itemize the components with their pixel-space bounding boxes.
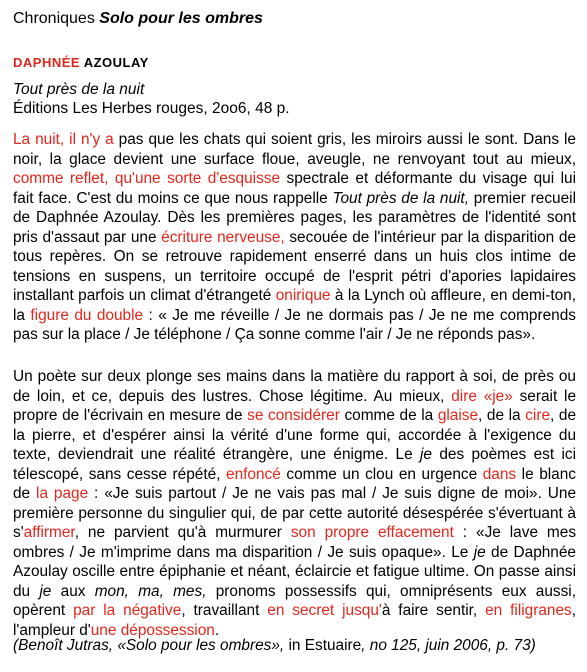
italic-phrase: je bbox=[420, 446, 432, 463]
text-run: Un poète sur deux plonge ses mains dans la matière du rapport à soi, de près ou de loin, et ce, depuis des lustres. Chose légitime. Au mieux, bbox=[13, 368, 576, 405]
text-run: , de la bbox=[478, 407, 526, 424]
text-run: secouée de l'intérieur par la disparition de tous repères. On se retrouve rapidement enserré dans un huis clos intime de tensions en suspens, un territoire occupé de l'esprit pétri d'apories lapidaires installant parfois un climat d'étrangeté bbox=[13, 228, 577, 304]
paragraph-1 bbox=[13, 130, 576, 345]
author-last-name: AZOULAY bbox=[83, 55, 149, 70]
highlighted-phrase: La nuit, il n'y a bbox=[13, 131, 114, 148]
italic-phrase: Tout près de la nuit, bbox=[332, 189, 469, 207]
text-run: à la Lynch où affleure, en demi-ton, la bbox=[13, 287, 576, 324]
highlighted-phrase: écriture nerveuse, bbox=[161, 228, 285, 246]
book-title: Tout près de la nuit bbox=[13, 81, 145, 98]
text-run: des poèmes est ici télescopé, sans cesse répété, bbox=[13, 446, 576, 483]
text-run: comme un clou en urgence bbox=[280, 465, 483, 483]
text-run: serait le propre de l'écrivain en mesure de bbox=[13, 387, 576, 424]
book-publisher: Éditions Les Herbes rouges, 2oo6, 48 p. bbox=[13, 100, 290, 117]
text-run: spectrale et déformante du visage qui lui fait face. C'est du moins ce que nous rappelle bbox=[13, 170, 576, 207]
book-info bbox=[13, 80, 290, 118]
citation-after: , no 125, juin 2006, p. 73) bbox=[361, 637, 536, 654]
highlighted-phrase: affirmer bbox=[23, 524, 75, 541]
italic-phrase: je bbox=[39, 582, 52, 600]
highlighted-phrase: glaise bbox=[437, 407, 479, 424]
citation-journal: Estuaire bbox=[304, 637, 362, 654]
text-run: : «Je lave mes ombres / Je m'imprime dans ma disparition / Je suis opaque». Le bbox=[13, 524, 577, 561]
author-name bbox=[13, 55, 149, 70]
text-run: , de la pierre, et d'espérer ainsi la vérité d'une forme qui, accordée à l'exigence du texte, deviendrait une réalité étrangère, une énigme. Le bbox=[13, 407, 577, 463]
highlighted-phrase: comme reflet, qu'une sorte d'esquisse bbox=[13, 170, 281, 187]
text-run: . bbox=[214, 621, 220, 639]
series-title: Solo pour les ombres bbox=[99, 10, 263, 27]
highlighted-phrase: son propre effacement bbox=[290, 524, 454, 541]
text-run: comme de la bbox=[339, 407, 438, 424]
italic-phrase: mon, ma, mes, bbox=[94, 582, 207, 600]
text-run: premier recueil de Daphnée Azoulay. Dès les premières pages, les paramètres de l'identité sont pris d'assaut par une bbox=[13, 189, 576, 246]
italic-phrase: je bbox=[473, 543, 486, 561]
citation-in: in bbox=[288, 637, 301, 654]
text-run: à faire sentir, bbox=[381, 602, 486, 619]
text-run: de Daphnée Azoulay oscille entre épiphanie et néant, éclaircie et fatigue ultime. On passe ainsi du bbox=[13, 543, 576, 600]
section-header bbox=[13, 8, 263, 30]
paragraph-2 bbox=[13, 367, 576, 640]
highlighted-phrase: par la négative bbox=[73, 602, 182, 619]
text-run: pronoms possessifs qui, omniprésents eux aussi, opèrent bbox=[13, 582, 576, 619]
text-run: , ne parvient qu'à murmurer bbox=[74, 524, 291, 541]
section-prefix: Chroniques bbox=[13, 10, 95, 27]
highlighted-phrase: figure du double bbox=[30, 306, 144, 324]
author-first-name: DAPHNÉE bbox=[13, 55, 81, 70]
highlighted-phrase: en filigranes bbox=[485, 602, 572, 619]
text-run: : «Je suis partout / Je ne vais pas mal / Je suis digne de moi». Une première personne du singulier qui, de par cette autorité désespérée s'évertuant à s' bbox=[13, 485, 576, 541]
highlighted-phrase: se considérer bbox=[247, 407, 340, 424]
text-run: , l'ampleur d' bbox=[13, 602, 577, 639]
highlighted-phrase: une dépossession bbox=[90, 621, 215, 639]
highlighted-phrase: cire bbox=[525, 407, 551, 424]
text-run: , travaillant bbox=[181, 602, 268, 619]
highlighted-phrase: enfoncé bbox=[226, 465, 281, 483]
citation-before: (Benoît Jutras, «Solo pour les ombres», bbox=[13, 637, 289, 654]
highlighted-phrase: en secret jusqu' bbox=[267, 602, 382, 619]
text-run: le blanc de bbox=[13, 465, 576, 502]
highlighted-phrase: dans bbox=[482, 465, 517, 483]
highlighted-phrase: onirique bbox=[275, 287, 331, 304]
highlighted-phrase: dire «je» bbox=[451, 387, 513, 405]
citation bbox=[13, 636, 536, 656]
text-run: aux bbox=[51, 582, 95, 600]
highlighted-phrase: la page bbox=[36, 485, 89, 502]
text-run: : « Je me réveille / Je ne dormais pas / Je ne me comprends pas sur la place / Je téléphone / Ça sonne comme l'air / Je ne réponds pas». bbox=[13, 306, 576, 343]
text-run: pas que les chats qui soient gris, les miroirs aussi le sont. Dans le noir, la glace devient une surface floue, aveugle, ne renvoyant tout au mieux, bbox=[13, 131, 576, 168]
